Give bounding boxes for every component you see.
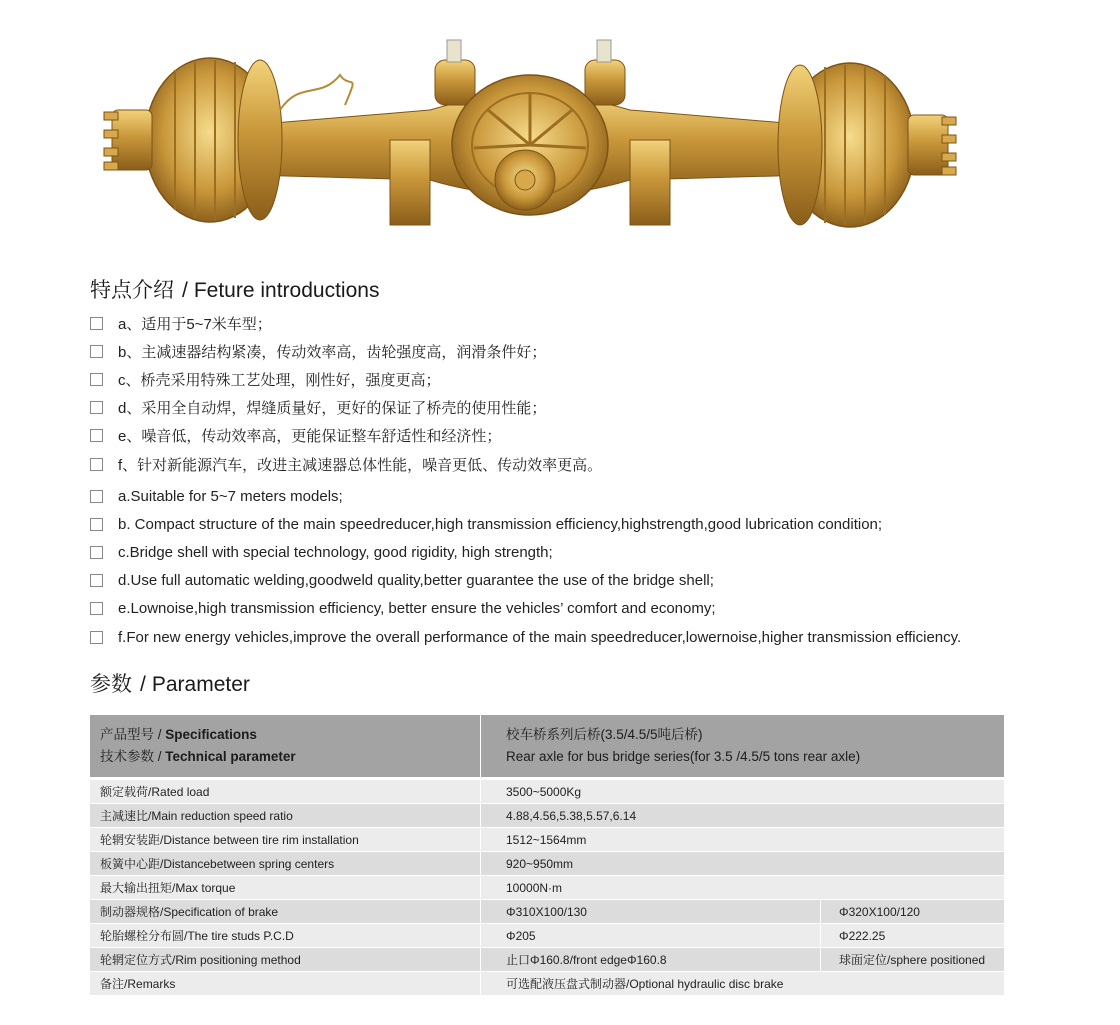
parameter-table — [90, 715, 1005, 996]
table-row — [90, 972, 1005, 996]
feature-text: e.Lownoise,high transmission efficiency, better ensure the vehicles’ comfort and economy; — [118, 600, 716, 618]
feature-text: e、噪音低，传动效率高，更能保证整车舒适性和经济性； — [118, 428, 502, 446]
table-row — [90, 948, 1005, 972]
checkbox-icon — [90, 429, 103, 442]
row-value-alt: Φ222.25 — [821, 924, 1005, 948]
feature-text: c.Bridge shell with special technology, good rigidity, high strength; — [118, 543, 553, 561]
label-cn: 主减速比 — [100, 809, 149, 823]
row-label — [90, 852, 481, 876]
features-title-separator: / — [182, 279, 188, 302]
label-cn: 轮辋定位方式 — [100, 953, 173, 967]
row-label — [90, 828, 481, 852]
label-en: /Main reduction speed ratio — [148, 809, 293, 823]
spec-cn: 产品型号 — [100, 727, 154, 742]
row-value: 1512~1564mm — [481, 828, 1005, 852]
table-row — [90, 828, 1005, 852]
checkbox-icon — [90, 518, 103, 531]
checkbox-icon — [90, 574, 103, 587]
label-cn: 板簧中心距 — [100, 857, 161, 871]
row-value: Φ310X100/130 — [481, 900, 821, 924]
tech-sep: / — [157, 749, 162, 764]
table-row — [90, 779, 1005, 804]
feature-text: a、适用于5~7米车型； — [118, 315, 272, 333]
spec-sep: / — [157, 727, 162, 742]
list-item — [90, 365, 602, 393]
list-item — [90, 595, 961, 623]
product-en: Rear axle for bus bridge series(for 3.5 /4.5/5 tons rear axle) — [506, 749, 861, 764]
table-row — [90, 876, 1005, 900]
row-value: 止口Φ160.8/front edgeΦ160.8 — [481, 948, 821, 972]
label-en: /Remarks — [124, 977, 176, 991]
list-item — [90, 510, 961, 538]
list-item — [90, 450, 602, 478]
product-cn: 校车桥系列后桥(3.5/4.5/5吨后桥) — [506, 727, 703, 742]
label-en: /Distance between tire rim installation — [160, 833, 359, 847]
checkbox-icon — [90, 602, 103, 615]
label-en: /Distancebetween spring centers — [160, 857, 335, 871]
row-value: 3500~5000Kg — [481, 779, 1005, 804]
feature-text: b、主减速器结构紧凑，传动效率高，齿轮强度高，润滑条件好； — [118, 343, 547, 361]
checkbox-icon — [90, 490, 103, 503]
row-label — [90, 972, 481, 996]
features-list-cn — [90, 309, 602, 478]
params-title-separator: / — [140, 673, 146, 696]
list-item — [90, 422, 602, 450]
checkbox-icon — [90, 631, 103, 644]
row-label — [90, 924, 481, 948]
features-title-cn: 特点介绍 — [90, 279, 174, 302]
feature-text: a.Suitable for 5~7 meters models; — [118, 487, 343, 505]
checkbox-icon — [90, 373, 103, 386]
feature-text: f.For new energy vehicles,improve the overall performance of the main speedreducer,lowernoise,higher transmission efficiency. — [118, 628, 962, 646]
label-en: /Rim positioning method — [172, 953, 301, 967]
label-cn: 最大输出扭矩 — [100, 881, 173, 895]
checkbox-icon — [90, 401, 103, 414]
checkbox-icon — [90, 458, 103, 471]
row-label — [90, 900, 481, 924]
table-row — [90, 900, 1005, 924]
tech-en: Technical parameter — [165, 749, 296, 764]
table-row — [90, 924, 1005, 948]
list-item — [90, 482, 961, 510]
row-value: 可选配液压盘式制动器/Optional hydraulic disc brake — [481, 972, 1005, 996]
row-value: 10000N·m — [481, 876, 1005, 900]
rear-axle-photo — [100, 30, 960, 255]
header-product-cell — [481, 715, 1005, 779]
table-row — [90, 804, 1005, 828]
list-item — [90, 309, 602, 337]
table-row — [90, 852, 1005, 876]
row-value: 4.88,4.56,5.38,5.57,6.14 — [481, 804, 1005, 828]
features-title-en: Feture introductions — [193, 279, 380, 302]
list-item — [90, 567, 961, 595]
features-list-en — [90, 482, 961, 651]
label-cn: 轮胎螺栓分布圆 — [100, 929, 185, 943]
label-cn: 制动器规格 — [100, 905, 161, 919]
header-label-cell — [90, 715, 481, 779]
list-item — [90, 623, 961, 651]
row-label — [90, 948, 481, 972]
feature-text: b. Compact structure of the main speedreducer,high transmission efficiency,highstrength,good lubrication condition; — [118, 515, 883, 533]
label-en: /The tire studs P.C.D — [184, 929, 294, 943]
row-label — [90, 779, 481, 804]
label-en: /Rated load — [148, 785, 210, 799]
feature-text: d、采用全自动焊，焊缝质量好，更好的保证了桥壳的使用性能； — [118, 400, 547, 418]
checkbox-icon — [90, 546, 103, 559]
feature-text: c、桥壳采用特殊工艺处理，刚性好，强度更高； — [118, 371, 441, 389]
params-title-cn: 参数 — [90, 673, 132, 696]
features-heading — [90, 274, 379, 304]
tech-cn: 技术参数 — [100, 749, 154, 764]
list-item — [90, 538, 961, 566]
list-item — [90, 394, 602, 422]
feature-text: f、针对新能源汽车，改进主减速器总体性能，噪音更低、传动效率更高。 — [118, 456, 603, 474]
params-heading — [90, 668, 250, 698]
row-value-alt: 球面定位/sphere positioned — [821, 948, 1005, 972]
feature-text: d.Use full automatic welding,goodweld quality,better guarantee the use of the bridge shell; — [118, 572, 714, 590]
row-label — [90, 804, 481, 828]
row-value-alt: Φ320X100/120 — [821, 900, 1005, 924]
row-value: 920~950mm — [481, 852, 1005, 876]
label-cn: 额定载荷 — [100, 785, 149, 799]
row-value: Φ205 — [481, 924, 821, 948]
spec-en: Specifications — [165, 727, 257, 742]
table-header-row — [90, 715, 1005, 779]
params-title-en: Parameter — [151, 673, 250, 696]
label-en: /Max torque — [172, 881, 236, 895]
list-item — [90, 337, 602, 365]
label-cn: 备注 — [100, 977, 125, 991]
checkbox-icon — [90, 345, 103, 358]
checkbox-icon — [90, 317, 103, 330]
label-en: /Specification of brake — [160, 905, 279, 919]
label-cn: 轮辋安装距 — [100, 833, 161, 847]
row-label — [90, 876, 481, 900]
